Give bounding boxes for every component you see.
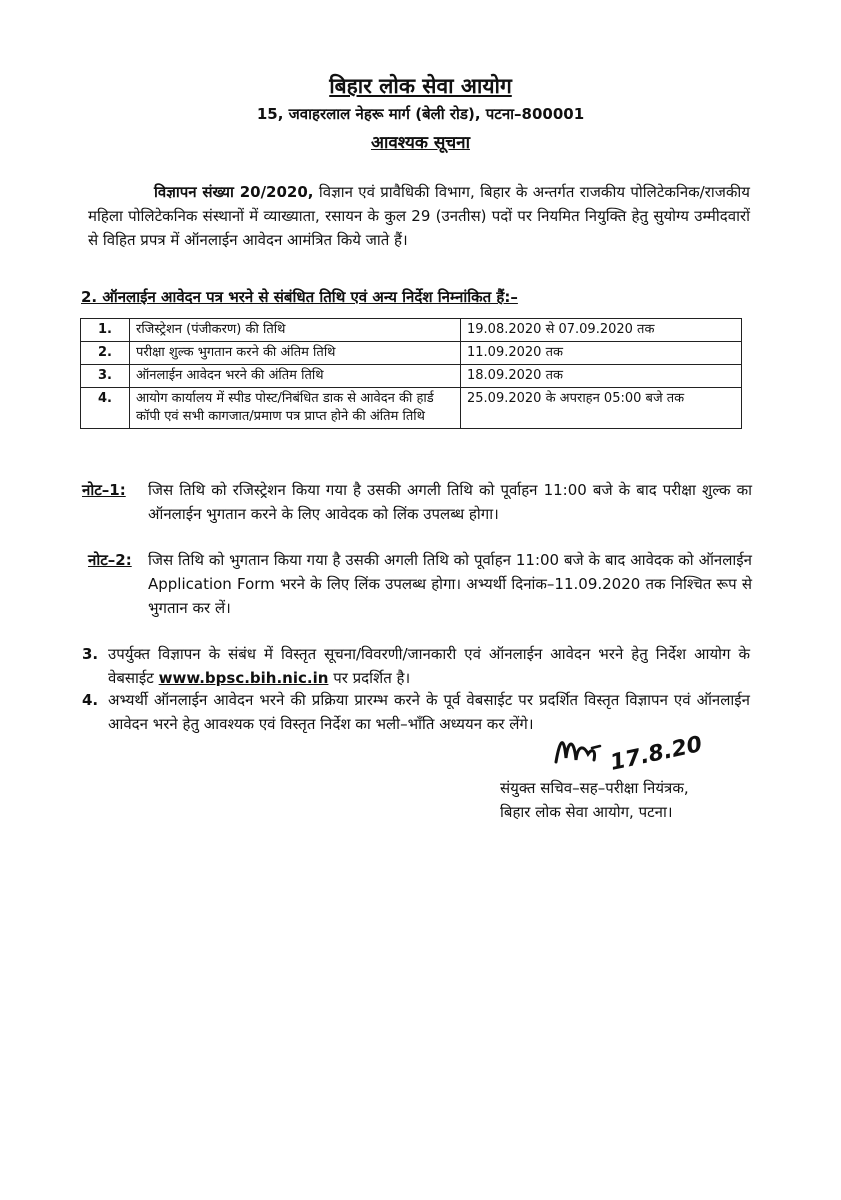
note-2 xyxy=(88,548,752,644)
signatory-office: बिहार लोक सेवा आयोग, पटना। xyxy=(500,803,673,821)
row-event: रजिस्ट्रेशन (पंजीकरण) की तिथि xyxy=(130,319,461,342)
note-1-text: जिस तिथि को रजिस्ट्रेशन किया गया है उसकी अगली तिथि को पूर्वाहन 11:00 बजे के बाद परीक्षा शुल्क का ऑनलाईन भुगतान करने के लिए आवेदक को लिंक उपलब्ध होगा। xyxy=(148,481,752,523)
schedule-table xyxy=(80,318,742,429)
item-3-text-after: पर प्रदर्शित है। xyxy=(328,669,411,687)
table-row xyxy=(81,365,742,388)
item-3-text xyxy=(108,642,750,690)
signatory-designation: संयुक्त सचिव–सह–परीक्षा नियंत्रक, xyxy=(500,779,689,797)
note-2-text: जिस तिथि को भुगतान किया गया है उसकी अगली तिथि को पूर्वाहन 11:00 बजे के बाद आवेदक को ऑनलाईन Application Form भरने के लिए लिंक उपलब्ध होगा। अभ्यर्थी दिनांक–11.09.2020 तक निश्चित रूप से भुगतान कर लें। xyxy=(148,551,752,617)
organization-address: 15, जवाहरलाल नेहरू मार्ग (बेली रोड), पटना–800001 xyxy=(256,105,585,123)
row-number: 2. xyxy=(81,342,130,365)
item-3-number: 3. xyxy=(82,645,99,663)
signatory-block xyxy=(500,776,689,824)
row-date: 25.09.2020 के अपराहन 05:00 बजे तक xyxy=(461,388,742,429)
row-date: 18.09.2020 तक xyxy=(461,365,742,388)
organization-title: बिहार लोक सेवा आयोग xyxy=(329,74,512,98)
row-event: आयोग कार्यालय में स्पीड पोस्ट/निबंधित डाक से आवेदन की हार्ड कॉपी एवं सभी कागजात/प्रमाण पत्र प्राप्त होने की अंतिम तिथि xyxy=(130,388,461,429)
row-number: 1. xyxy=(81,319,130,342)
table-row xyxy=(81,319,742,342)
row-event: परीक्षा शुल्क भुगतान करने की अंतिम तिथि xyxy=(130,342,461,365)
advertisement-number: विज्ञापन संख्या 20/2020, xyxy=(154,183,314,201)
row-event: ऑनलाईन आवेदन भरने की अंतिम तिथि xyxy=(130,365,461,388)
table-row xyxy=(81,388,742,429)
item-4-number: 4. xyxy=(82,691,99,709)
row-number: 4. xyxy=(81,388,130,429)
row-number: 3. xyxy=(81,365,130,388)
intro-paragraph xyxy=(88,180,750,252)
item-3-text-before: उपर्युक्त विज्ञापन के संबंध में विस्तृत सूचना/विवरणी/जानकारी एवं ऑनलाईन आवेदन भरने हेतु निर्देश आयोग के वेबसाईट xyxy=(108,645,750,687)
note-1 xyxy=(82,478,752,556)
notice-title: आवश्यक सूचना xyxy=(370,133,470,153)
row-date: 11.09.2020 तक xyxy=(461,342,742,365)
row-date: 19.08.2020 से 07.09.2020 तक xyxy=(461,319,742,342)
table-row xyxy=(81,342,742,365)
item-3 xyxy=(82,642,750,692)
handwritten-date: 17.8.20 xyxy=(608,732,705,776)
note-1-label: नोट–1: xyxy=(82,481,126,499)
item-4-text: अभ्यर्थी ऑनलाईन आवेदन भरने की प्रक्रिया प्रारम्भ करने के पूर्व वेबसाईट पर प्रदर्शित विस्तृत विज्ञापन एवं ऑनलाईन आवेदन भरने हेतु आवश्यक एवं विस्तृत निर्देश का भली–भाँति अध्ययन कर लेंगे। xyxy=(108,691,750,733)
website-link[interactable]: www.bpsc.bih.nic.in xyxy=(158,669,329,687)
intro-text: विज्ञान एवं प्रावैधिकी विभाग, बिहार के अन्तर्गत राजकीय पोलिटेकनिक/राजकीय महिला पोलिटेकनिक संस्थानों में व्याख्याता, रसायन के कुल 29 (उनतीस) पदों पर नियमित नियुक्ति हेतु सुयोग्य उम्मीदवारों से विहित प्रपत्र में ऑनलाईन आवेदन आमंत्रित किये जाते हैं। xyxy=(88,183,750,249)
section-2-heading: 2. ऑनलाईन आवेदन पत्र भरने से संबंधित तिथि एवं अन्य निर्देश निम्नांकित हैं:– xyxy=(81,288,518,306)
note-2-label: नोट–2: xyxy=(88,551,132,569)
